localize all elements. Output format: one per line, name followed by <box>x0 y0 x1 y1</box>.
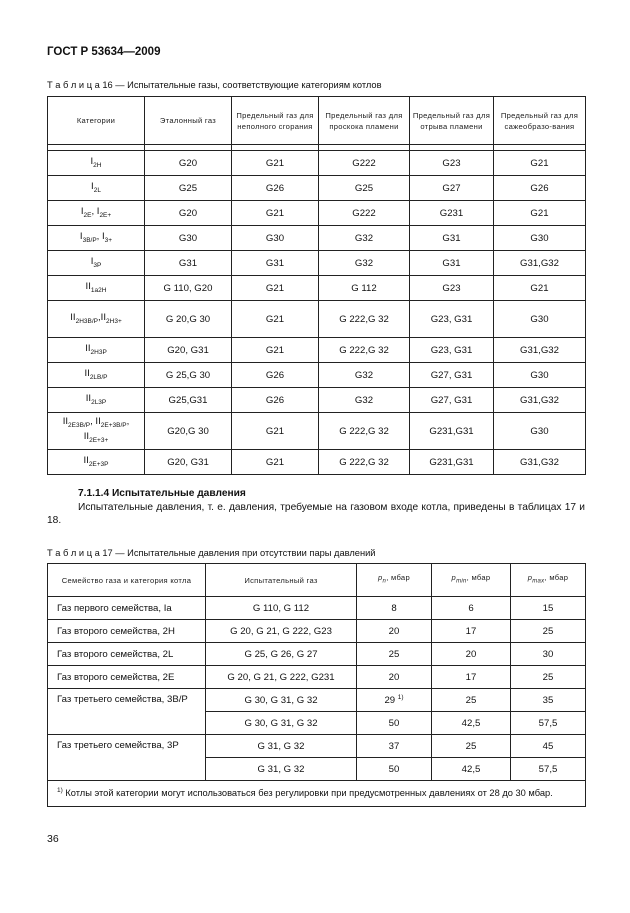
gas-cell: G21 <box>494 201 586 226</box>
test-gas-cell: G 31, G 32 <box>206 735 357 758</box>
pmin-cell: 17 <box>432 666 511 689</box>
table16-caption: Т а б л и ц а 16 — Испытательные газы, соответствующие категориям котлов <box>47 80 382 90</box>
family-cell: Газ второго семейства, 2L <box>48 643 206 666</box>
gas-cell: G20 <box>145 201 232 226</box>
family-cell: Газ третьего семейства, 3P <box>48 735 206 781</box>
table16-header-cell: Предельный газ для проскока пламени <box>319 97 410 145</box>
category-subscript: 2H3P <box>90 348 107 356</box>
gas-cell: G25 <box>319 176 410 201</box>
pmax-cell: 15 <box>511 597 586 620</box>
category-symbol: I <box>91 180 94 192</box>
pmin-cell: 6 <box>432 597 511 620</box>
category-symbol: II <box>85 392 92 404</box>
document-header: ГОСТ Р 53634—2009 <box>47 46 161 58</box>
category-symbol: II <box>85 280 91 292</box>
table17-header-family: Семейство газа и категория котла <box>48 564 206 597</box>
table16-header-cell: Предельный газ для отрыва пламени <box>410 97 494 145</box>
category-cell <box>48 176 145 201</box>
pn-cell <box>357 758 432 781</box>
pn-cell <box>357 597 432 620</box>
category-cell <box>48 363 145 388</box>
gas-cell: G20,G 30 <box>145 413 232 450</box>
category-cell <box>48 388 145 413</box>
gas-cell: G31,G32 <box>494 338 586 363</box>
gas-cell: G31 <box>410 226 494 251</box>
test-gas-cell: G 30, G 31, G 32 <box>206 689 357 712</box>
table16-row <box>48 226 586 251</box>
pmin-cell: 20 <box>432 643 511 666</box>
footnote-mark: 1) <box>57 787 63 794</box>
table16-row <box>48 388 586 413</box>
table16-row <box>48 201 586 226</box>
gas-cell: G27 <box>410 176 494 201</box>
pmax-cell: 57,5 <box>511 712 586 735</box>
pmax-cell: 35 <box>511 689 586 712</box>
category-symbol: I <box>90 255 94 267</box>
gas-cell: G32 <box>319 363 410 388</box>
gas-cell: G26 <box>232 388 319 413</box>
gas-cell: G 25,G 30 <box>145 363 232 388</box>
category-symbol: , II <box>90 416 101 427</box>
pn-cell <box>357 620 432 643</box>
category-symbol: II <box>100 311 107 323</box>
category-symbol: II <box>83 454 89 466</box>
gas-cell: G30 <box>494 363 586 388</box>
gas-cell: G30 <box>494 226 586 251</box>
gas-cell: G 222,G 32 <box>319 413 410 450</box>
pn-cell <box>357 666 432 689</box>
gas-cell: G32 <box>319 226 410 251</box>
pmax-cell: 45 <box>511 735 586 758</box>
pn-cell <box>357 689 432 712</box>
pmax-cell: 25 <box>511 620 586 643</box>
table16-row <box>48 363 586 388</box>
test-gas-cell: G 31, G 32 <box>206 758 357 781</box>
category-symbol: II <box>62 416 69 427</box>
gas-cell: G 222,G 32 <box>319 338 410 363</box>
category-subscript: 2L3P <box>91 398 107 406</box>
category-subscript: 2H3B/P <box>75 317 98 325</box>
pn-value: 29 <box>384 695 396 707</box>
gas-cell: G23, G31 <box>410 338 494 363</box>
table17-row <box>48 597 586 620</box>
category-subscript: 2E3B/P <box>68 422 91 429</box>
pmin-cell: 25 <box>432 735 511 758</box>
table16-header-cell: Предельный газ для сажеобразо-вания <box>494 97 586 145</box>
table17-row <box>48 689 586 712</box>
table16-row <box>48 450 586 475</box>
table16-header-cell: Категории <box>48 97 145 145</box>
gas-cell: G 222,G 32 <box>319 450 410 475</box>
category-cell <box>48 226 145 251</box>
gas-cell: G21 <box>494 276 586 301</box>
category-cell <box>48 338 145 363</box>
gas-cell: G21 <box>232 450 319 475</box>
category-subscript: 3+ <box>104 236 113 244</box>
category-cell <box>48 413 145 450</box>
table16-row <box>48 251 586 276</box>
section-title: 7.1.1.4 Испытательные давления <box>78 488 246 499</box>
category-subscript: 2H3+ <box>106 317 122 325</box>
family-cell: Газ второго семейства, 2E <box>48 666 206 689</box>
page-number: 36 <box>47 833 59 845</box>
test-gas-cell: G 110, G 112 <box>206 597 357 620</box>
gas-cell: G27, G31 <box>410 388 494 413</box>
category-subscript: 1a2H <box>90 286 107 294</box>
category-cell <box>48 450 145 475</box>
category-symbol: , II <box>83 416 130 442</box>
table16-header-row <box>48 97 586 145</box>
category-subscript: 2E+3+ <box>89 437 109 444</box>
category-subscript: 2L <box>93 186 101 194</box>
category-cell <box>48 151 145 176</box>
gas-cell: G222 <box>319 151 410 176</box>
category-symbol: I <box>79 230 83 242</box>
gas-cell: G21 <box>232 301 319 338</box>
gas-cell: G30 <box>494 301 586 338</box>
category-subscript: 2E+3P <box>88 460 109 468</box>
section-paragraph: Испытательные давления, т. е. давления, требуемые на газовом входе котла, приведены в таблицах 17 и 18. <box>47 502 585 526</box>
test-gas-cell: G 30, G 31, G 32 <box>206 712 357 735</box>
test-gas-cell: G 20, G 21, G 222, G23 <box>206 620 357 643</box>
category-symbol: I <box>80 205 84 217</box>
gas-cell: G231,G31 <box>410 450 494 475</box>
gas-cell: G25 <box>145 176 232 201</box>
gas-cell: G23, G31 <box>410 301 494 338</box>
gas-cell: G20 <box>145 151 232 176</box>
pmin-cell: 42,5 <box>432 712 511 735</box>
family-cell: Газ второго семейства, 2H <box>48 620 206 643</box>
gas-cell: G30 <box>232 226 319 251</box>
category-cell <box>48 276 145 301</box>
gas-cell: G26 <box>232 176 319 201</box>
category-symbol: , <box>98 311 101 323</box>
pn-value: 25 <box>388 648 400 660</box>
table16-row <box>48 301 586 338</box>
pmax-cell: 57,5 <box>511 758 586 781</box>
gas-cell: G21 <box>494 151 586 176</box>
category-symbol: , I <box>91 205 100 217</box>
table17-caption: Т а б л и ц а 17 — Испытательные давления при отсутствии пары давлений <box>47 548 376 558</box>
category-symbol: , I <box>96 230 105 242</box>
pmin-cell: 17 <box>432 620 511 643</box>
table17-header-gas: Испытательный газ <box>206 564 357 597</box>
gas-cell: G30 <box>145 226 232 251</box>
gas-cell: G222 <box>319 201 410 226</box>
pmax-cell: 30 <box>511 643 586 666</box>
gas-cell: G23 <box>410 151 494 176</box>
table16-body <box>48 145 586 475</box>
footnote-text: Котлы этой категории могут использоваться без регулировки при предусмотренных давлениях от 28 до 30 мбар. <box>62 788 553 799</box>
gas-cell: G 112 <box>319 276 410 301</box>
gas-cell: G231,G31 <box>410 413 494 450</box>
gas-cell: G21 <box>232 151 319 176</box>
table16-row <box>48 151 586 176</box>
table17-row <box>48 735 586 758</box>
pn-value: 8 <box>391 602 397 614</box>
table17-body <box>48 597 586 807</box>
gas-cell: G 20,G 30 <box>145 301 232 338</box>
test-gas-cell: G 20, G 21, G 222, G231 <box>206 666 357 689</box>
pn-cell <box>357 643 432 666</box>
gas-cell: G23 <box>410 276 494 301</box>
pmin-cell: 42,5 <box>432 758 511 781</box>
test-gas-cell: G 25, G 26, G 27 <box>206 643 357 666</box>
category-subscript: 2LB/P <box>89 373 108 381</box>
table16-row <box>48 413 586 450</box>
gas-cell: G26 <box>232 363 319 388</box>
category-symbol: II <box>70 311 76 323</box>
pn-cell <box>357 712 432 735</box>
table16-header-cell: Эталонный газ <box>145 97 232 145</box>
table17-header-row <box>48 564 586 597</box>
pn-cell <box>357 735 432 758</box>
footnote-cell <box>48 781 586 807</box>
gas-cell: G31 <box>232 251 319 276</box>
table16 <box>47 96 586 475</box>
category-subscript: 3B/P <box>82 236 97 244</box>
gas-cell: G27, G31 <box>410 363 494 388</box>
table16-row <box>48 338 586 363</box>
gas-cell: G25,G31 <box>145 388 232 413</box>
category-subscript: 2E <box>83 211 92 219</box>
gas-cell: G31 <box>410 251 494 276</box>
pn-value: 50 <box>388 717 400 729</box>
category-symbol: I <box>90 155 94 167</box>
gas-cell: G231 <box>410 201 494 226</box>
table17-row <box>48 620 586 643</box>
table17-footnote-row <box>48 781 586 807</box>
family-cell: Газ первого семейства, Ia <box>48 597 206 620</box>
table16-header-cell: Предельный газ для неполного сгорания <box>232 97 319 145</box>
pn-value: 20 <box>388 671 400 683</box>
gas-cell: G26 <box>494 176 586 201</box>
category-subscript: 2E+ <box>99 211 112 219</box>
category-symbol: II <box>85 342 91 354</box>
pn-value: 20 <box>388 625 400 637</box>
table16-row <box>48 176 586 201</box>
gas-cell: G31,G32 <box>494 251 586 276</box>
gas-cell: G20, G31 <box>145 338 232 363</box>
gas-cell: G31,G32 <box>494 450 586 475</box>
gas-cell: G 222,G 32 <box>319 301 410 338</box>
table17-header-pmax: $p_{max}$, мбар <box>511 564 586 597</box>
gas-cell: G32 <box>319 251 410 276</box>
pn-value: 50 <box>388 763 400 775</box>
category-cell <box>48 201 145 226</box>
category-symbol: II <box>84 367 90 379</box>
table16-row <box>48 276 586 301</box>
gas-cell: G31 <box>145 251 232 276</box>
table17 <box>47 563 586 807</box>
category-subscript: 3P <box>93 261 102 269</box>
footnote-ref: 1) <box>397 693 404 701</box>
category-cell <box>48 301 145 338</box>
pmax-cell: 25 <box>511 666 586 689</box>
table17-row <box>48 643 586 666</box>
category-cell <box>48 251 145 276</box>
family-cell: Газ третьего семейства, 3B/P <box>48 689 206 735</box>
gas-cell: G30 <box>494 413 586 450</box>
table17-header-pmin: $p_{min}$, мбар <box>432 564 511 597</box>
pmin-cell: 25 <box>432 689 511 712</box>
gas-cell: G31,G32 <box>494 388 586 413</box>
table17-row <box>48 666 586 689</box>
gas-cell: G21 <box>232 338 319 363</box>
gas-cell: G 110, G20 <box>145 276 232 301</box>
table17-header-pn: $p_n$, мбар <box>357 564 432 597</box>
category-subscript: 2E+3B/P <box>100 422 127 429</box>
pn-value: 37 <box>388 740 400 752</box>
gas-cell: G32 <box>319 388 410 413</box>
gas-cell: G21 <box>232 201 319 226</box>
gas-cell: G21 <box>232 413 319 450</box>
gas-cell: G21 <box>232 276 319 301</box>
gas-cell: G20, G31 <box>145 450 232 475</box>
category-subscript: 2H <box>93 161 102 169</box>
